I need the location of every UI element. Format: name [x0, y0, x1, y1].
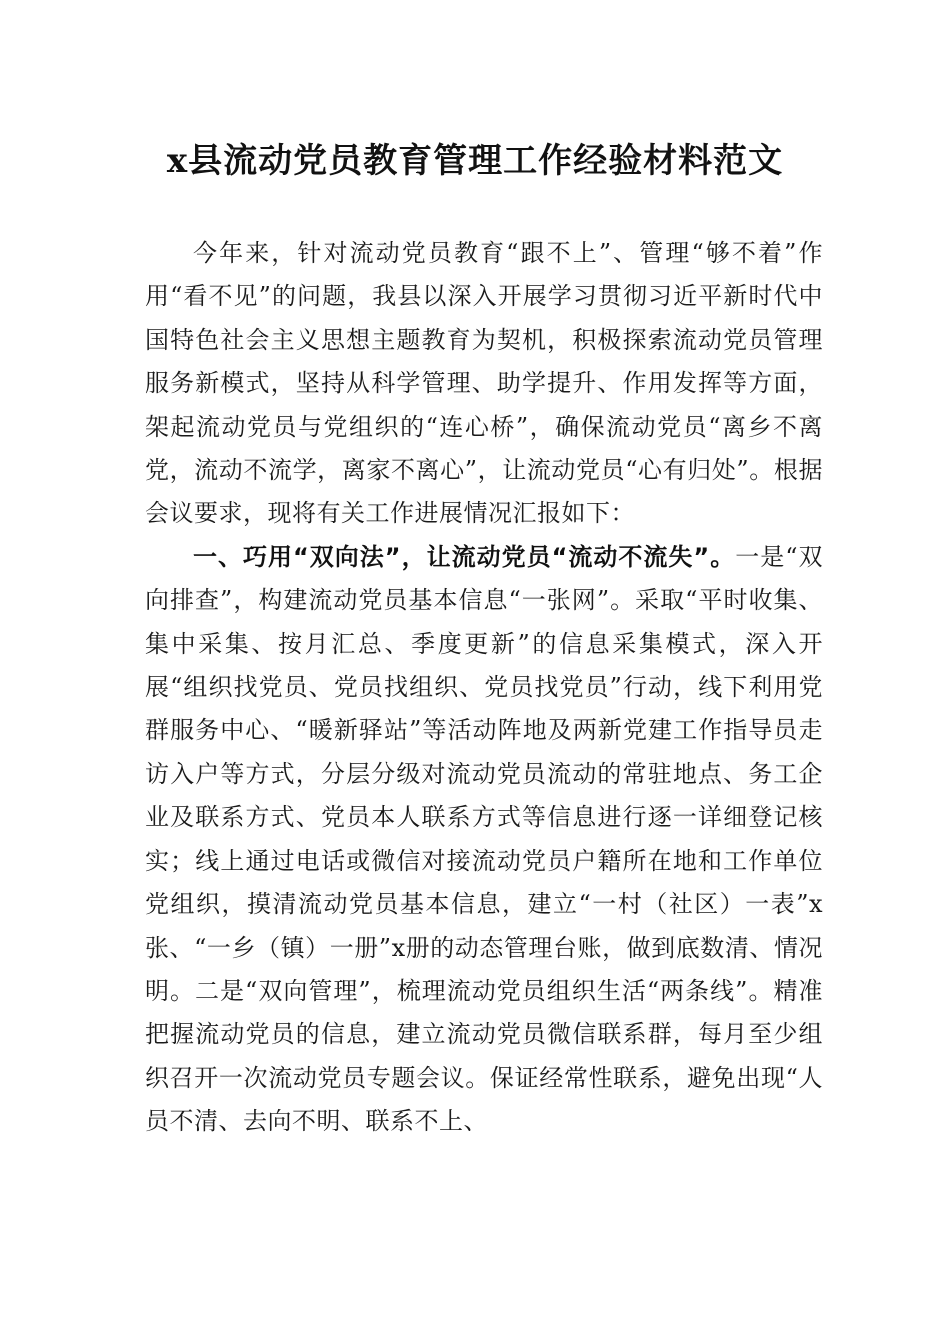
section-1-paragraph [145, 536, 823, 1144]
document-body [145, 232, 823, 1144]
section-1-body: 一是“双向排查”，构建流动党员基本信息“一张网”。采取“平时收集、集中采集、按月汇总、季度更新”的信息采集模式，深入开展“组织找党员、党员找组织、党员找党员”行动，线下利用党群服务中心、“暖新驿站”等活动阵地及两新党建工作指导员走访入户等方式，分层分级对流动党员流动的常驻地点、务工企业及联系方式、党员本人联系方式等信息进行逐一详细登记核实；线上通过电话或微信对接流动党员户籍所在地和工作单位党组织，摸清流动党员基本信息，建立“一村（社区）一表”x张、“一乡（镇）一册”x册的动态管理台账，做到底数清、情况明。二是“双向管理”，梳理流动党员组织生活“两条线”。精准把握流动党员的信息，建立流动党员微信联系群，每月至少组织召开一次流动党员专题会议。保证经常性联系，避免出现“人员不清、去向不明、联系不上、 [145, 542, 823, 1136]
document-title: x县流动党员教育管理工作经验材料范文 [166, 141, 784, 181]
intro-paragraph: 今年来，针对流动党员教育“跟不上”、管理“够不着”作用“看不见”的问题，我县以深入开展学习贯彻习近平新时代中国特色社会主义思想主题教育为契机，积极探索流动党员管理服务新模式，坚持从科学管理、助学提升、作用发挥等方面，架起流动党员与党组织的“连心桥”，确保流动党员“离乡不离党，流动不流学，离家不离心”，让流动党员“心有归处”。根据会议要求，现将有关工作进展情况汇报如下： [145, 239, 823, 528]
section-1-heading: 一、巧用“双向法”，让流动党员“流动不流失”。 [193, 542, 736, 571]
